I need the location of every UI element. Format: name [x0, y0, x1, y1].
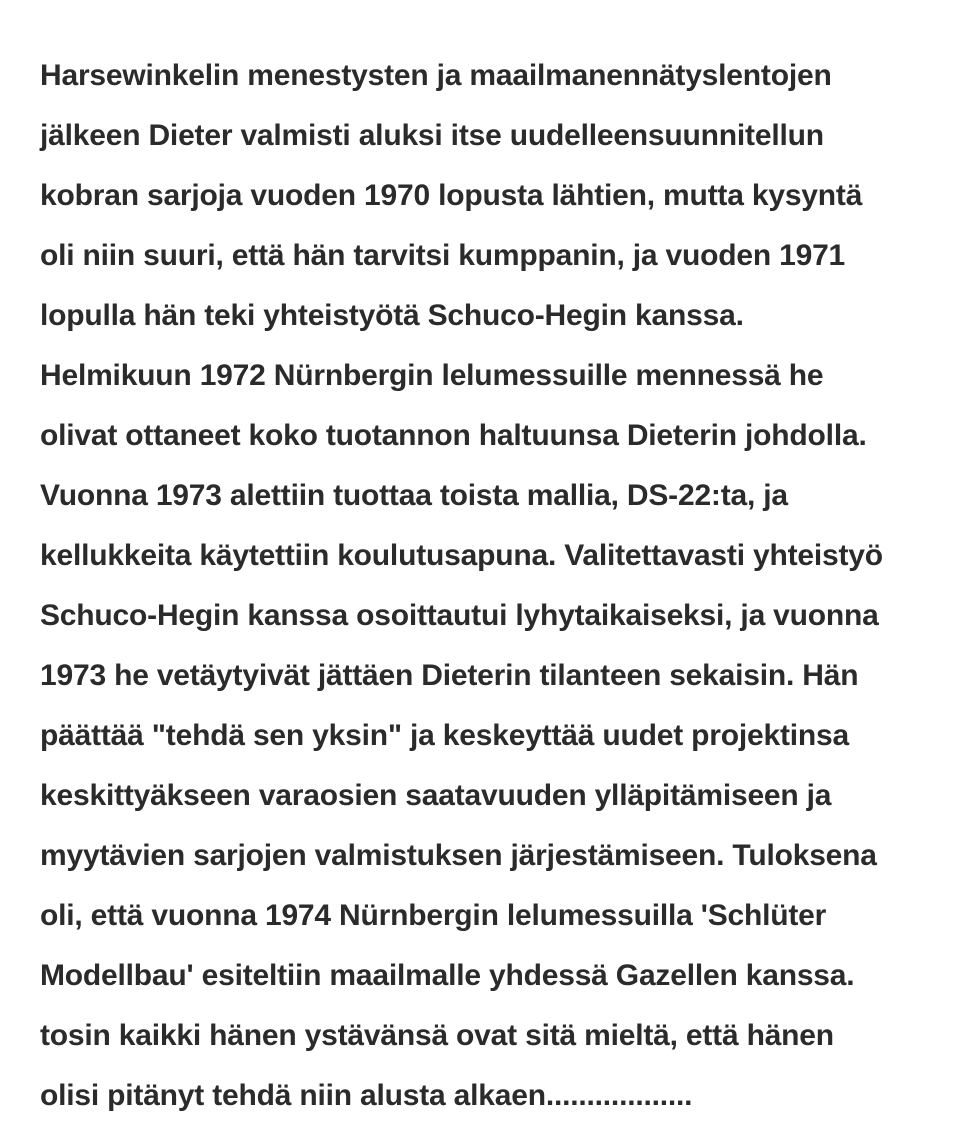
text-line: Schuco-Hegin kanssa osoittautui lyhytaikaiseksi, ja vuonna [40, 599, 879, 632]
text-line: lopulla hän teki yhteistyötä Schuco-Hegin kanssa. [40, 299, 744, 332]
text-line: Vuonna 1973 alettiin tuottaa toista mallia, DS-22:ta, ja [40, 479, 788, 512]
text-line: kobran sarjoja vuoden 1970 lopusta lähtien, mutta kysyntä [40, 179, 863, 212]
text-line: oli niin suuri, että hän tarvitsi kumppanin, ja vuoden 1971 [40, 239, 846, 272]
text-line: jälkeen Dieter valmisti aluksi itse uudelleensuunnitellun [40, 119, 824, 152]
text-line: päättää "tehdä sen yksin" ja keskeyttää uudet projektinsa [40, 719, 850, 752]
text-line: Harsewinkelin menestysten ja maailmanennätyslentojen [40, 59, 832, 92]
text-line: kellukkeita käytettiin koulutusapuna. Valitettavasti yhteistyö [40, 539, 883, 572]
text-line: oli, että vuonna 1974 Nürnbergin lelumessuilla 'Schlüter [40, 899, 827, 932]
text-line: tosin kaikki hänen ystävänsä ovat sitä mieltä, että hänen [40, 1019, 834, 1052]
text-line: 1973 he vetäytyivät jättäen Dieterin tilanteen sekaisin. Hän [40, 659, 859, 692]
text-line: Modellbau' esiteltiin maailmalle yhdessä Gazellen kanssa. [40, 959, 855, 992]
text-line: olisi pitänyt tehdä niin alusta alkaen.................. [40, 1079, 693, 1112]
text-line: keskittyäkseen varaosien saatavuuden ylläpitämiseen ja [40, 779, 832, 812]
text-line: myytävien sarjojen valmistuksen järjestämiseen. Tuloksena [40, 839, 877, 872]
text-line: Helmikuun 1972 Nürnbergin lelumessuille mennessä he [40, 359, 824, 392]
text-line: olivat ottaneet koko tuotannon haltuunsa Dieterin johdolla. [40, 419, 867, 452]
article-body [40, 46, 940, 1126]
